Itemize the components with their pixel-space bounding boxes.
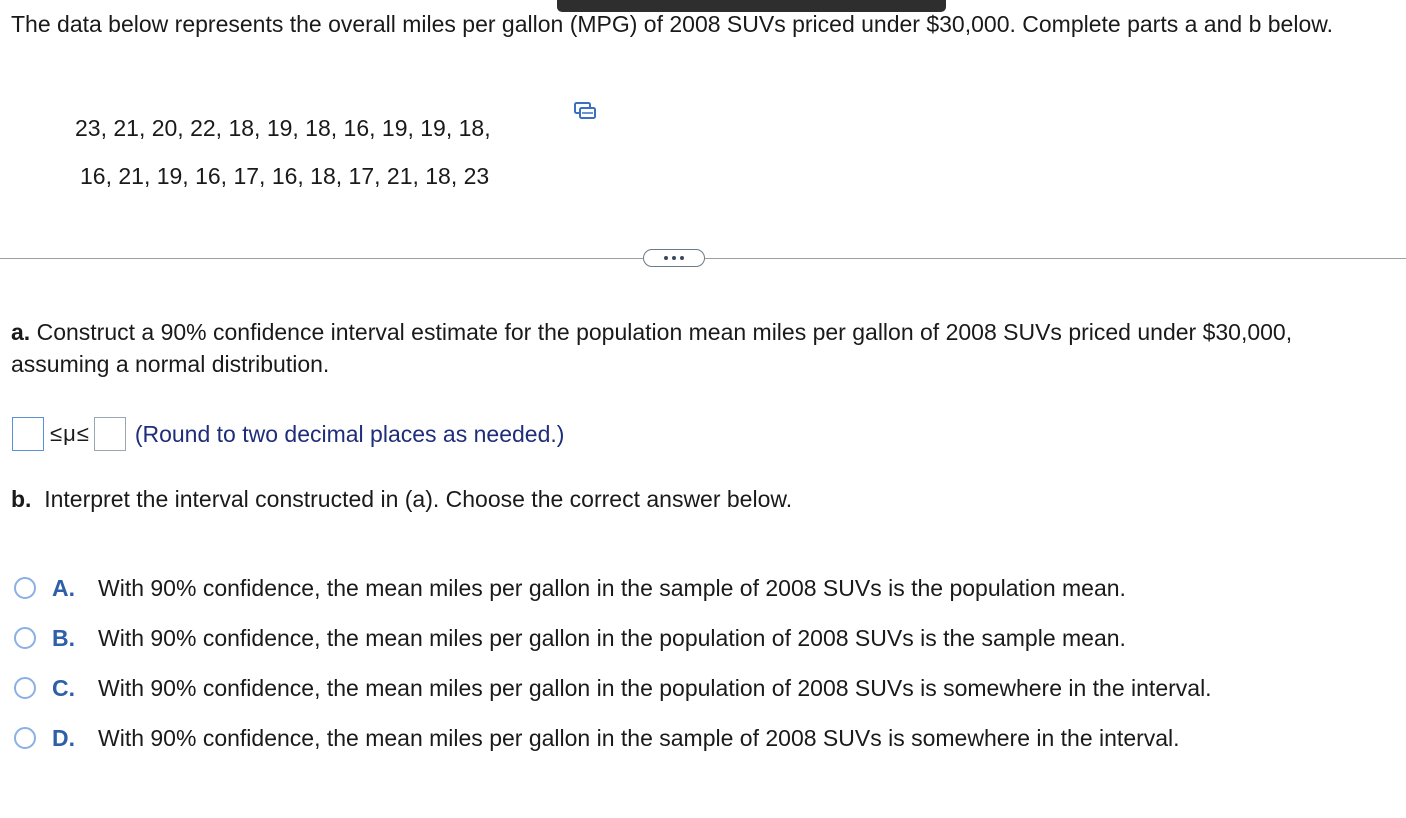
option-text: With 90% confidence, the mean miles per gallon in the population of 2008 SUVs is somewhere in the interval. [98,674,1212,701]
mu-inequality: ≤μ≤ [50,421,90,446]
lower-bound-input[interactable] [12,417,44,451]
answer-options [14,563,1404,763]
data-row-1: 23, 21, 20, 22, 18, 19, 18, 16, 19, 19, 18, [75,115,491,141]
part-b-label: b. [11,486,32,512]
option-b[interactable] [14,613,1404,663]
data-values [75,104,491,200]
option-text: With 90% confidence, the mean miles per gallon in the sample of 2008 SUVs is the population mean. [98,574,1126,601]
option-d[interactable] [14,713,1404,763]
radio-button[interactable] [14,727,36,749]
part-a-text: Construct a 90% confidence interval estimate for the population mean miles per gallon of 2008 SUVs priced under $30,000, assuming a normal distribution. [11,319,1293,377]
radio-button[interactable] [14,677,36,699]
upper-bound-input[interactable] [94,417,126,451]
more-options-button[interactable] [643,249,705,267]
option-text: With 90% confidence, the mean miles per gallon in the population of 2008 SUVs is the sample mean. [98,624,1126,651]
more-dot-icon [664,256,668,260]
option-letter: D. [52,724,75,751]
rounding-note: (Round to two decimal places as needed.) [134,420,565,447]
confidence-interval-answer [12,415,564,453]
part-b-question [11,483,792,515]
question-intro: The data below represents the overall miles per gallon (MPG) of 2008 SUVs priced under $30,000. Complete parts a and b below. [11,11,1333,37]
radio-button[interactable] [14,577,36,599]
more-dot-icon [680,256,684,260]
option-a[interactable] [14,563,1404,613]
copy-data-icon[interactable] [572,101,598,123]
part-b-text: Interpret the interval constructed in (a). Choose the correct answer below. [44,486,793,512]
part-a-label: a. [11,319,31,345]
option-text: With 90% confidence, the mean miles per gallon in the sample of 2008 SUVs is somewhere in the interval. [98,724,1180,751]
option-letter: A. [52,574,75,601]
option-c[interactable] [14,663,1404,713]
more-dot-icon [672,256,676,260]
data-row-2: 16, 21, 19, 16, 17, 16, 18, 17, 21, 18, 23 [80,163,490,189]
radio-button[interactable] [14,627,36,649]
option-letter: C. [52,674,75,701]
option-letter: B. [52,624,75,651]
part-a-question [11,316,1391,380]
